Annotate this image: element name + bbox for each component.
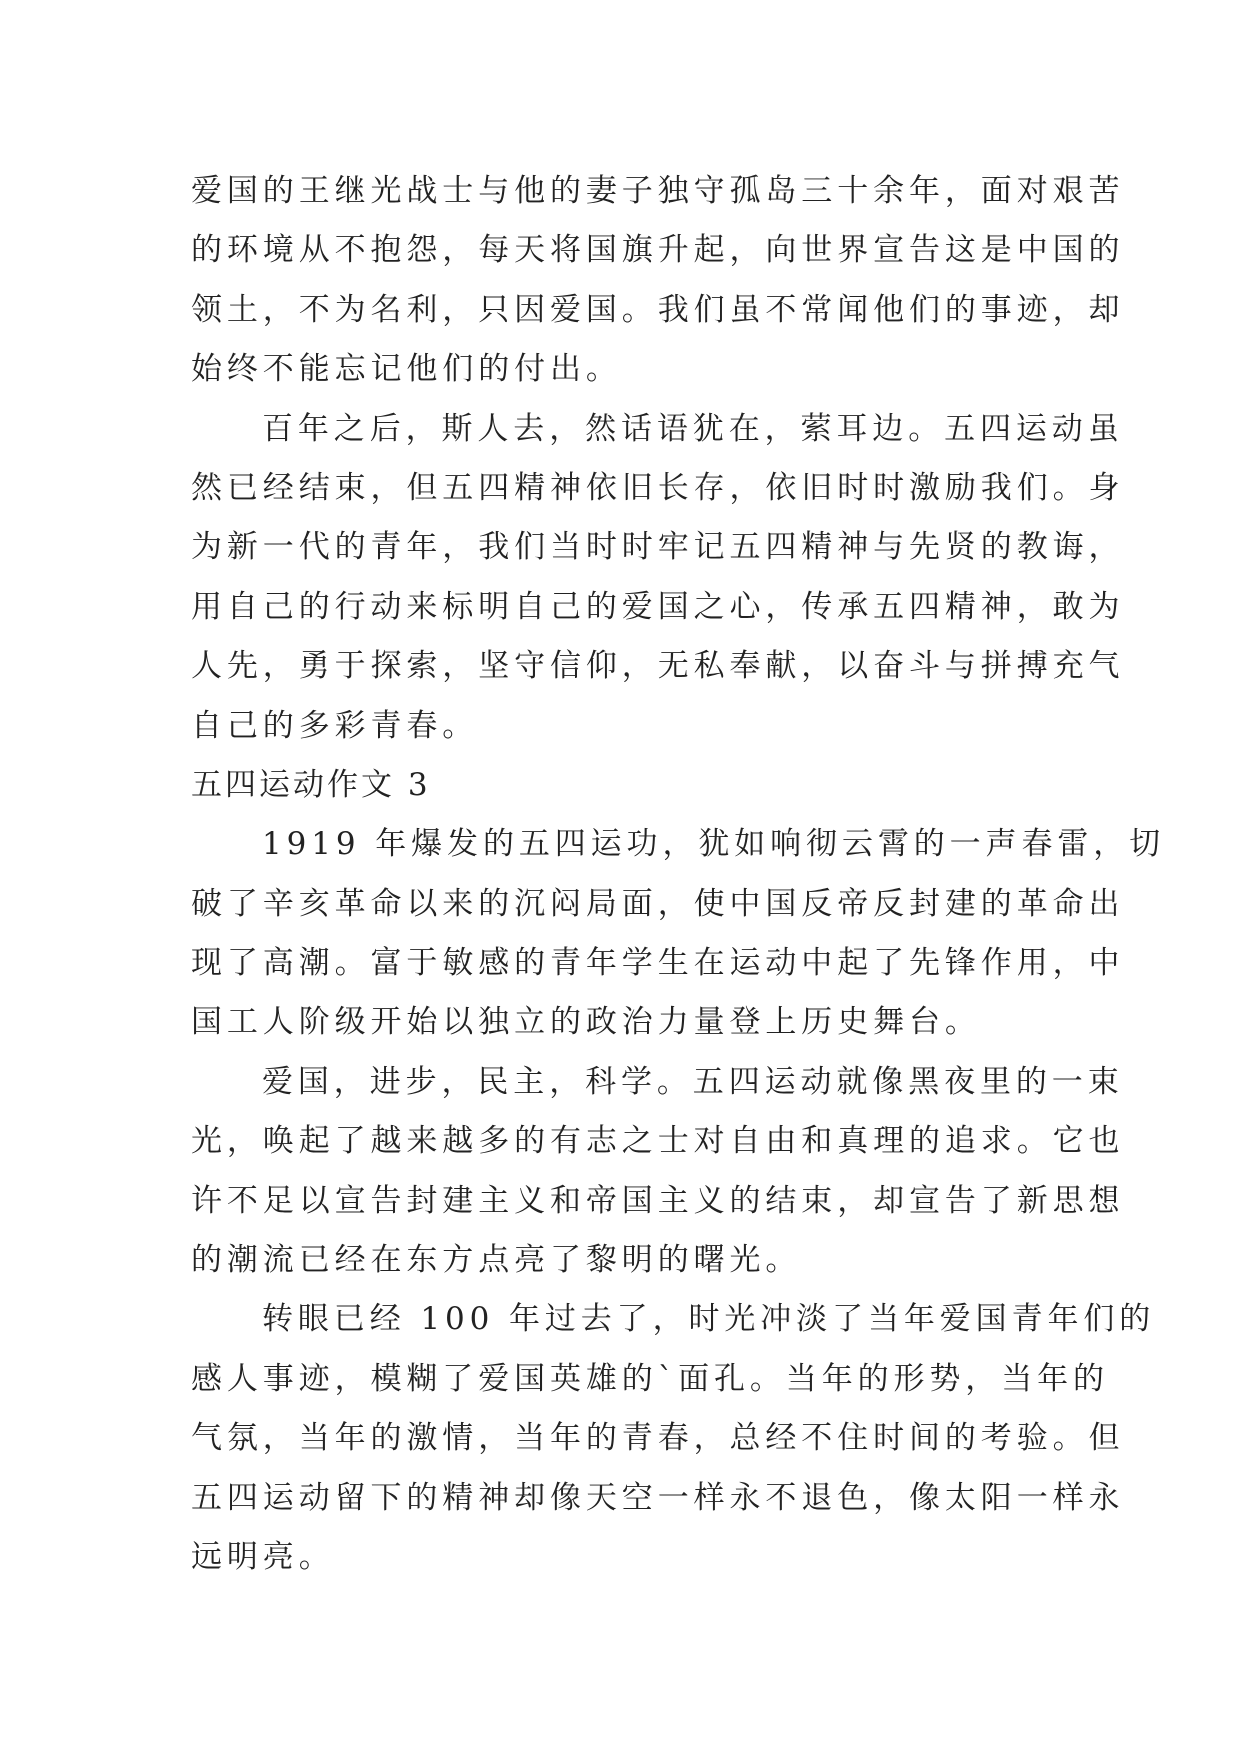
text-line: 始终不能忘记他们的付出。 (191, 351, 622, 388)
text-line: 远明亮。 (191, 1538, 335, 1575)
text-line: 光，唤起了越来越多的有志之士对自由和真理的追求。它也 (191, 1123, 1125, 1160)
text-line: 1919 年爆发的五四运功，犹如响彻云霄的一声春雷，切 (262, 826, 1166, 863)
text-line: 百年之后，斯人去，然话语犹在，萦耳边。五四运动虽 (262, 410, 1124, 447)
text-line: 人先，勇于探索，坚守信仰，无私奉献，以奋斗与拼搏充气 (191, 648, 1125, 685)
text-line: 用自己的行动来标明自己的爱国之心，传承五四精神，敢为 (191, 588, 1125, 625)
text-line: 的潮流已经在东方点亮了黎明的曙光。 (191, 1242, 802, 1279)
text-line: 转眼已经 100 年过去了，时光冲淡了当年爱国青年们的 (262, 1301, 1156, 1338)
text-line: 爱国的王继光战士与他的妻子独守孤岛三十余年，面对艰苦 (191, 173, 1125, 209)
document-page (191, 162, 1166, 1587)
text-line: 许不足以宣告封建主义和帝国主义的结束，却宣告了新思想 (191, 1182, 1125, 1219)
text-line: 感人事迹，模糊了爱国英雄的`面孔。当年的形势，当年的 (191, 1360, 1109, 1397)
text-line: 自己的多彩青春。 (191, 707, 479, 744)
section-heading: 五四运动作文 3 (191, 766, 431, 803)
text-line: 国工人阶级开始以独立的政治力量登上历史舞台。 (191, 1004, 981, 1041)
text-line: 然已经结束，但五四精神依旧长存，依旧时时激励我们。身 (191, 469, 1125, 506)
text-line: 的环境从不抱怨，每天将国旗升起，向世界宣告这是中国的 (191, 232, 1125, 269)
text-line: 气氛，当年的激情，当年的青春，总经不住时间的考验。但 (191, 1420, 1125, 1457)
text-line: 领土，不为名利，只因爱国。我们虽不常闻他们的事迹，却 (191, 291, 1125, 328)
text-line: 破了辛亥革命以来的沉闷局面，使中国反帝反封建的革命出 (191, 885, 1125, 922)
text-line: 爱国，进步，民主，科学。五四运动就像黑夜里的一束 (262, 1063, 1124, 1100)
text-line: 五四运动留下的精神却像天空一样永不退色，像太阳一样永 (191, 1479, 1125, 1516)
text-line: 为新一代的青年，我们当时时牢记五四精神与先贤的教诲， (191, 529, 1125, 566)
text-line: 现了高潮。富于敏感的青年学生在运动中起了先锋作用，中 (191, 945, 1125, 982)
